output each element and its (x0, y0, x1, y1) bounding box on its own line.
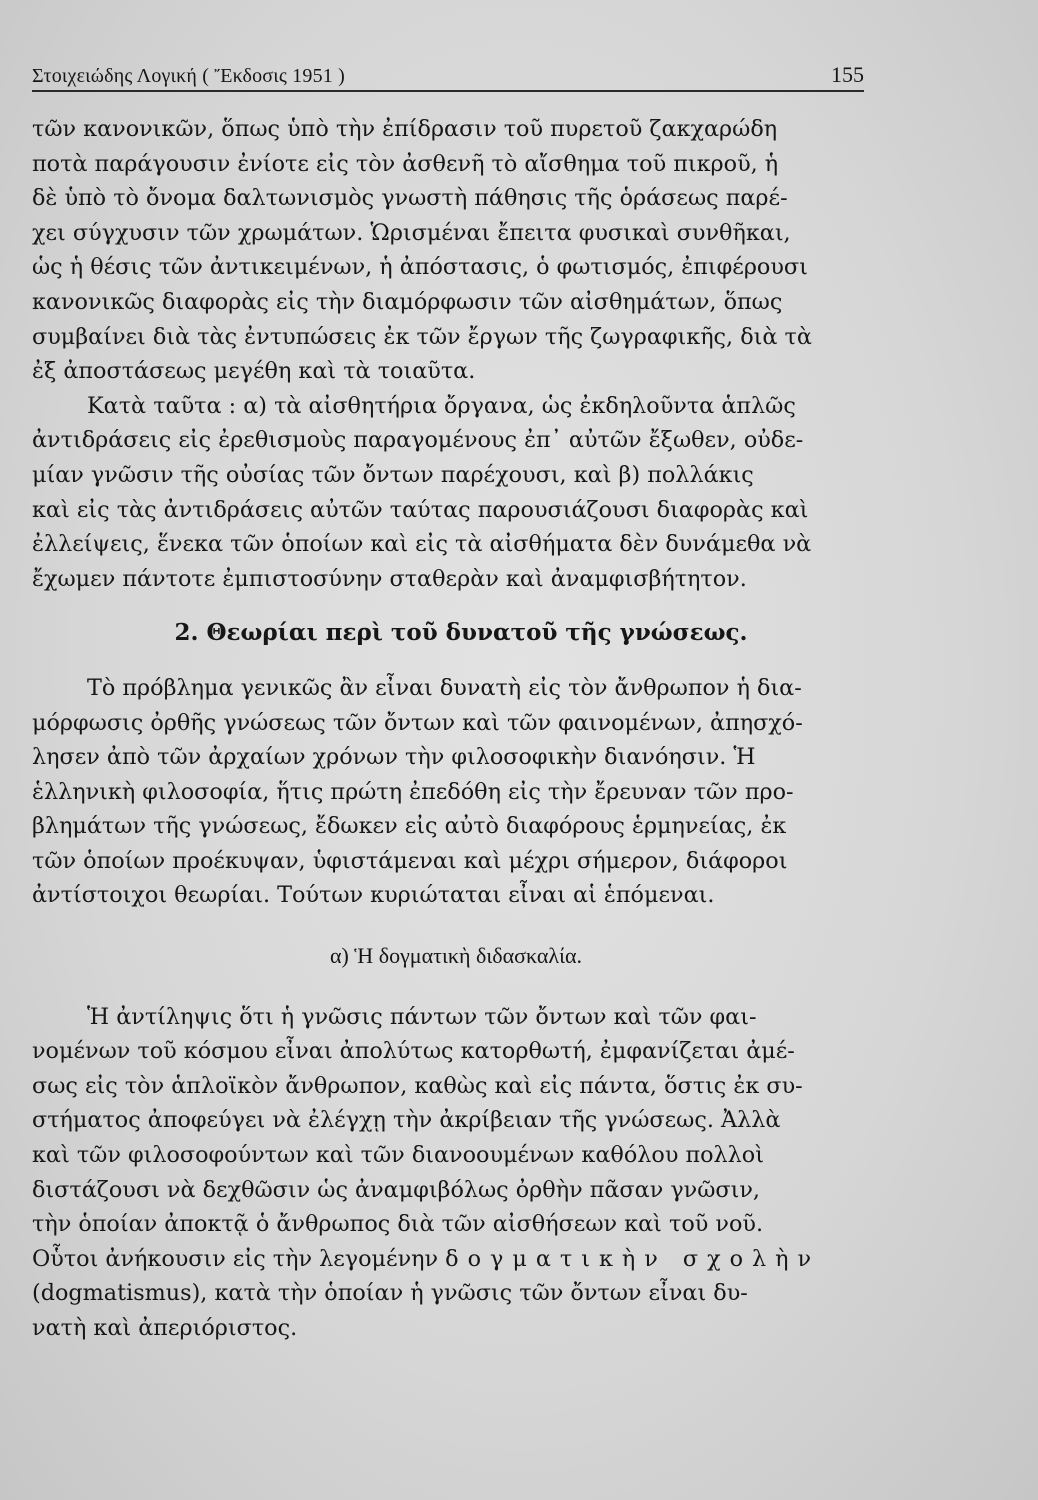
text-line: Κατὰ ταῦτα : α) τὰ αἰσθητήρια ὄργανα, ὡς ἐκδηλοῦντα ἁπλῶς (87, 392, 796, 419)
paragraph-2 (32, 389, 880, 597)
subsection-heading: α) Ἡ δογματικὴ διδασκαλία. (329, 943, 583, 969)
page-number: 155 (831, 62, 864, 87)
text-line: τῶν ὁποίων προέκυψαν, ὑφιστάμεναι καὶ μέχρι σήμερον, διάφοροι (32, 847, 788, 874)
text-line (32, 1242, 880, 1277)
text-line: στήματος ἀποφεύγει νὰ ἐλέγχῃ τὴν ἀκρίβειαν τῆς γνώσεως. Ἀλλὰ (32, 1107, 781, 1134)
paragraph-1 (32, 112, 880, 389)
text-line: (dogmatismus), κατὰ τὴν ὁποίαν ἡ γνῶσις τῶν ὄντων εἶναι δυ- (32, 1280, 748, 1307)
running-header (32, 52, 864, 92)
text-line: νομένων τοῦ κόσμου εἶναι ἀπολύτως κατορθωτή, ἐμφανίζεται ἀμέ- (32, 1038, 795, 1065)
text-line: νατὴ καὶ ἀπεριόριστος. (32, 1315, 298, 1341)
text-line: Ἡ ἀντίληψις ὅτι ἡ γνῶσις πάντων τῶν ὄντων καὶ τῶν φαι- (87, 1003, 757, 1030)
text-line: ποτὰ παράγουσιν ἐνίοτε εἰς τὸν ἀσθενῆ τὸ αἴσθημα τοῦ πικροῦ, ἡ (32, 150, 779, 177)
text-line: μίαν γνῶσιν τῆς οὐσίας τῶν ὄντων παρέχουσι, καὶ β) πολλάκις (32, 461, 754, 488)
text-line: διστάζουσι νὰ δεχθῶσιν ὡς ἀναμφιβόλως ὀρθὴν πᾶσαν γνῶσιν, (32, 1176, 761, 1203)
text-line-prefix: Οὗτοι ἀνήκουσιν εἰς τὴν λεγομένην (32, 1245, 439, 1272)
section-heading: 2. Θεωρίαι περὶ τοῦ δυνατοῦ τῆς γνώσεως. (174, 619, 748, 647)
spaced-emphasis: δογματικὴν σχολὴν (445, 1245, 821, 1272)
text-line: κανονικῶς διαφορὰς εἰς τὴν διαμόρφωσιν τῶν αἰσθημάτων, ὅπως (32, 288, 783, 315)
text-line: ἐξ ἀποστάσεως μεγέθη καὶ τὰ τοιαῦτα. (32, 358, 476, 385)
text-line: ἀντιδράσεις εἰς ἐρεθισμοὺς παραγομένους ἐπ᾽ αὐτῶν ἔξωθεν, οὐδε- (32, 427, 804, 454)
text-line: ἐλλείψεις, ἕνεκα τῶν ὁποίων καὶ εἰς τὰ αἰσθήματα δὲν δυνάμεθα νὰ (32, 531, 812, 558)
text-line: Τὸ πρόβλημα γενικῶς ἂν εἶναι δυνατὴ εἰς τὸν ἄνθρωπον ἡ δια- (87, 674, 802, 701)
text-line: ἑλληνικὴ φιλοσοφία, ἥτις πρώτη ἐπεδόθη εἰς τὴν ἔρευναν τῶν προ- (32, 778, 794, 805)
text-line: ἀντίστοιχοι θεωρίαι. Τούτων κυριώταται εἶναι αἱ ἑπόμεναι. (32, 882, 715, 909)
text-line: σως εἰς τὸν ἁπλοϊκὸν ἄνθρωπον, καθὼς καὶ εἰς πάντα, ὅστις ἐκ συ- (32, 1072, 803, 1099)
text-line: χει σύγχυσιν τῶν χρωμάτων. Ὡρισμέναι ἔπειτα φυσικαὶ συνθῆκαι, (32, 219, 791, 246)
text-line: τὴν ὁποίαν ἀποκτᾷ ὁ ἄνθρωπος διὰ τῶν αἰσθήσεων καὶ τοῦ νοῦ. (32, 1211, 764, 1238)
text-line: ἔχωμεν πάντοτε ἐμπιστοσύνην σταθερὰν καὶ ἀναμφισβήτητον. (32, 565, 747, 592)
text-line: βλημάτων τῆς γνώσεως, ἔδωκεν εἰς αὐτὸ διαφόρους ἑρμηνείας, ἐκ (32, 813, 787, 840)
text-line: λησεν ἀπὸ τῶν ἀρχαίων χρόνων τὴν φιλοσοφικὴν διανόησιν. Ἡ (32, 744, 756, 771)
text-line: δὲ ὑπὸ τὸ ὄνομα δαλτωνισμὸς γνωστὴ πάθησις τῆς ὁράσεως παρέ- (32, 185, 788, 212)
header-rule (32, 90, 864, 92)
paragraph-3 (32, 671, 880, 913)
text-line: καὶ τῶν φιλοσοφούντων καὶ τῶν διανοουμένων καθόλου πολλοὶ (32, 1142, 764, 1169)
text-line: συμβαίνει διὰ τὰς ἐντυπώσεις ἐκ τῶν ἔργων τῆς ζωγραφικῆς, διὰ τὰ (32, 323, 812, 350)
text-line: καὶ εἰς τὰς ἀντιδράσεις αὐτῶν ταύτας παρουσιάζουσι διαφορὰς καὶ (32, 496, 809, 523)
text-line: τῶν κανονικῶν, ὅπως ὑπὸ τὴν ἐπίδρασιν τοῦ πυρετοῦ ζακχαρώδη (32, 116, 778, 142)
paragraph-4 (32, 1000, 880, 1346)
body-text (32, 112, 880, 1346)
running-header-title: Στοιχειώδης Λογική ( Ἔκδοσις 1951 ) (32, 65, 346, 87)
text-line: ὡς ἡ θέσις τῶν ἀντικειμένων, ἡ ἀπόστασις, ὁ φωτισμός, ἐπιφέρουσι (32, 254, 808, 281)
text-line: μόρφωσις ὀρθῆς γνώσεως τῶν ὄντων καὶ τῶν φαινομένων, ἀπησχό- (32, 709, 803, 736)
